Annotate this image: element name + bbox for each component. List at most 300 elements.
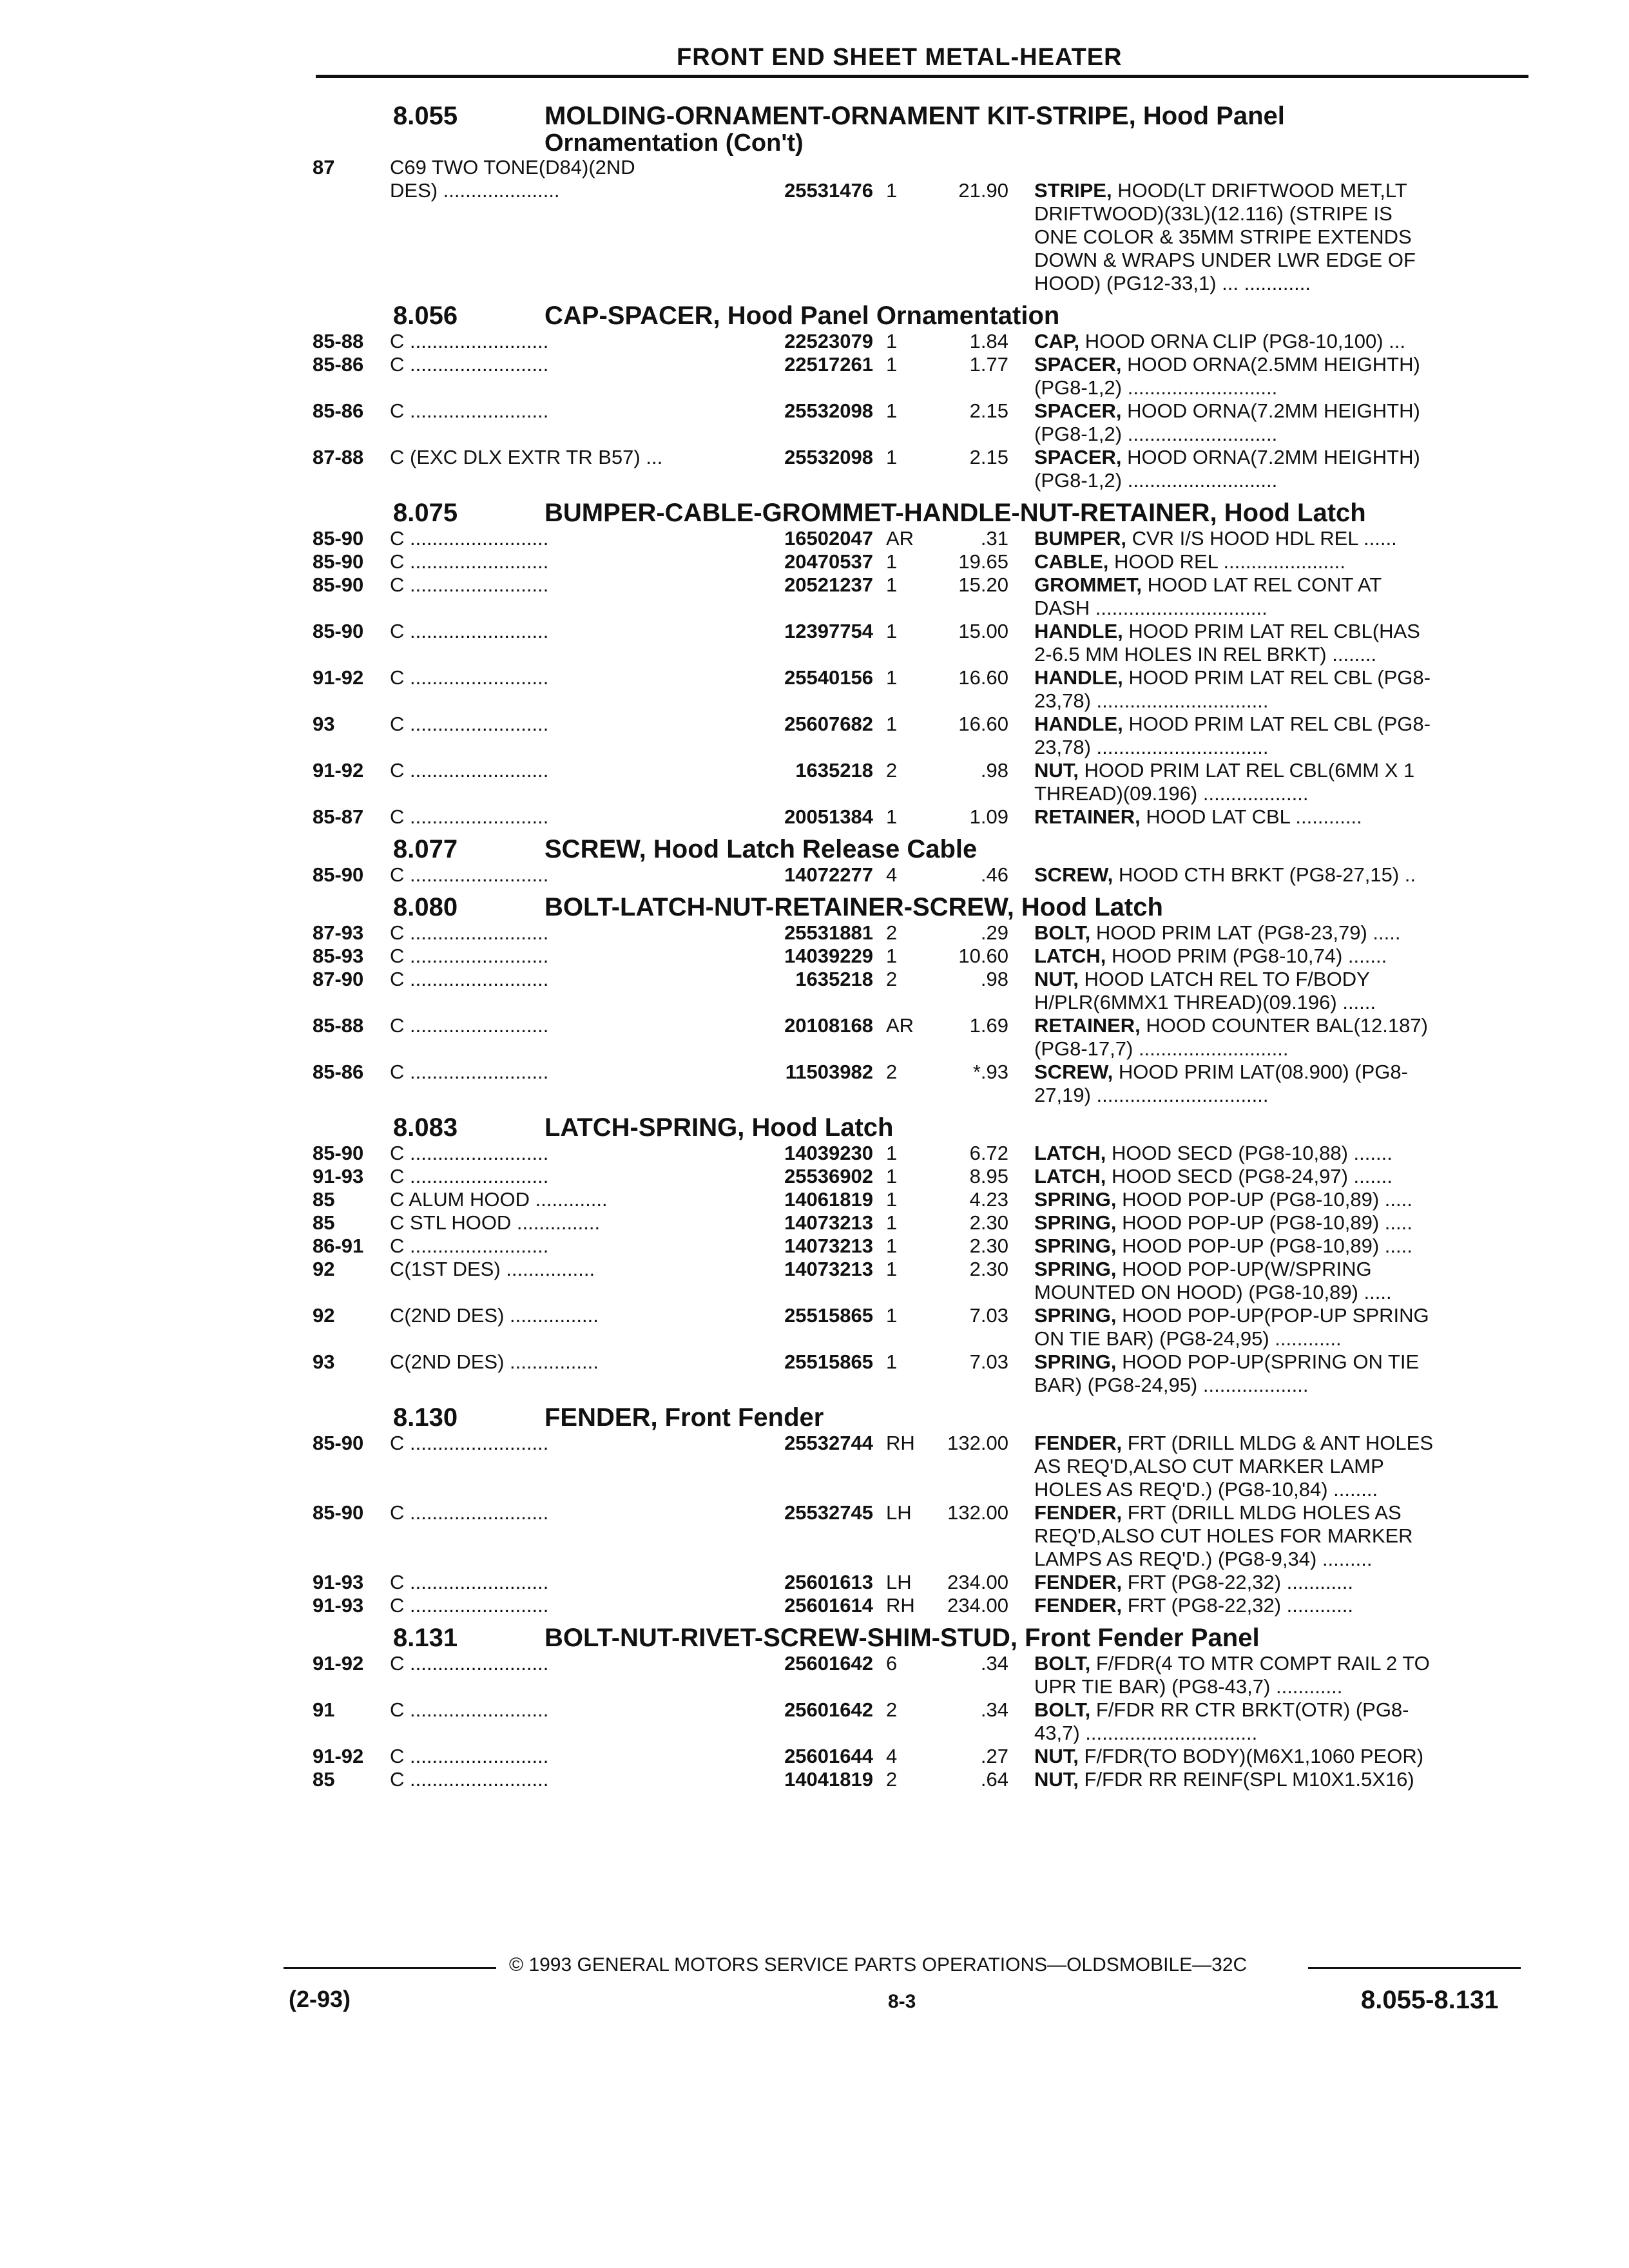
part-number: 22517261 [784, 353, 873, 376]
item-detail: HOOD PRIM LAT REL CBL (PG8- 23,78) ............................... [1034, 713, 1431, 758]
item-name: GROMMET, [1034, 573, 1142, 596]
quantity: 1 [886, 620, 898, 642]
item-description [1034, 1698, 1534, 1745]
model-years: 91-92 [313, 1745, 364, 1767]
part-row [313, 968, 1534, 1014]
part-number: 25515865 [784, 1350, 873, 1373]
model-years: 85-90 [313, 1432, 364, 1454]
part-number: 14072277 [784, 863, 873, 886]
usage-description: C ......................... [390, 968, 549, 990]
quantity: 1 [886, 1235, 898, 1257]
price: 15.20 [958, 573, 1008, 596]
quantity: LH [886, 1571, 912, 1593]
item-detail: F/FDR(4 TO MTR COMPT RAIL 2 TO UPR TIE BAR) (PG8-43,7) ............ [1034, 1652, 1430, 1698]
part-row [313, 921, 1534, 945]
usage-description: C ......................... [390, 805, 549, 828]
model-years: 85-90 [313, 1501, 364, 1524]
item-description [1034, 713, 1534, 759]
item-description [1034, 156, 1534, 179]
quantity: 1 [886, 1350, 898, 1373]
price [925, 156, 1034, 179]
item-name: NUT, [1034, 1768, 1079, 1791]
part-row [313, 1142, 1534, 1165]
quantity: RH [886, 1594, 915, 1617]
part-number: 25532745 [784, 1501, 873, 1524]
item-name: SPACER, [1034, 399, 1122, 422]
part-row [313, 759, 1534, 805]
part-row [313, 620, 1534, 666]
usage-description: C ......................... [390, 399, 549, 422]
section-heading [313, 102, 1534, 130]
part-number: 1635218 [795, 968, 873, 990]
item-name: SPRING, [1034, 1350, 1117, 1373]
price: .29 [980, 921, 1008, 944]
price: 7.03 [969, 1304, 1008, 1327]
part-number: 25601642 [784, 1652, 873, 1675]
price: 2.30 [969, 1211, 1008, 1234]
part-row [313, 713, 1534, 759]
price: 16.60 [958, 713, 1008, 735]
model-years: 91-93 [313, 1165, 364, 1187]
usage-description: C ......................... [390, 620, 549, 642]
price: 6.72 [969, 1142, 1008, 1164]
quantity: 2 [886, 1768, 898, 1791]
usage-description: C ......................... [390, 1432, 549, 1454]
model-years: 93 [313, 1350, 335, 1373]
item-description [1034, 1142, 1534, 1165]
part-row [313, 945, 1534, 968]
item-name: CAP, [1034, 330, 1080, 352]
item-name: FENDER, [1034, 1501, 1123, 1524]
price: 1.77 [969, 353, 1008, 376]
footer-page-number: 8-3 [888, 1991, 916, 2012]
item-detail: F/FDR RR CTR BRKT(OTR) (PG8- 43,7) ............................... [1034, 1698, 1409, 1744]
quantity: 1 [886, 446, 898, 468]
part-number: 25540156 [784, 666, 873, 689]
part-row [313, 666, 1534, 713]
price: 1.69 [969, 1014, 1008, 1037]
price: 8.95 [969, 1165, 1008, 1187]
item-detail: HOOD POP-UP(POP-UP SPRING ON TIE BAR) (PG8-24,95) ............ [1034, 1304, 1429, 1350]
item-name: BUMPER, [1034, 527, 1126, 550]
item-detail: FRT (DRILL MLDG & ANT HOLES AS REQ'D,ALSO CUT MARKER LAMP HOLES AS REQ'D.) (PG8-10,84) ........ [1034, 1432, 1433, 1501]
part-row [313, 1594, 1534, 1617]
usage-description: C ......................... [390, 330, 549, 352]
usage-description: C ......................... [390, 1571, 549, 1593]
quantity: 1 [886, 573, 898, 596]
section-subtitle: Ornamentation (Con't) [545, 130, 804, 157]
item-detail: FRT (PG8-22,32) ............ [1122, 1594, 1353, 1617]
part-number: 22523079 [784, 330, 873, 352]
price: 234.00 [947, 1571, 1008, 1593]
model-years: 85-90 [313, 620, 364, 642]
item-description [1034, 1501, 1534, 1571]
section-number: 8.056 [393, 302, 458, 330]
part-row [313, 446, 1534, 492]
quantity: 1 [886, 945, 898, 967]
item-description [1034, 1235, 1534, 1258]
section-heading [313, 499, 1534, 527]
part-row [313, 1014, 1534, 1061]
price: 19.65 [958, 550, 1008, 573]
price: 2.30 [969, 1258, 1008, 1280]
part-row [313, 1501, 1534, 1571]
item-description [1034, 1165, 1534, 1188]
part-number: 1635218 [795, 759, 873, 782]
quantity: 6 [886, 1652, 898, 1675]
price: .64 [980, 1768, 1008, 1791]
item-detail: HOOD ORNA(7.2MM HEIGHTH) (PG8-1,2) ........................... [1034, 446, 1420, 492]
item-detail: HOOD ORNA(7.2MM HEIGHTH) (PG8-1,2) ........................... [1034, 399, 1420, 445]
item-name: FENDER, [1034, 1594, 1123, 1617]
item-name: NUT, [1034, 968, 1079, 990]
part-number: 14073213 [784, 1211, 873, 1234]
item-name: CABLE, [1034, 550, 1109, 573]
quantity: 1 [886, 713, 898, 735]
part-row [313, 1652, 1534, 1698]
part-number: 25531476 [784, 179, 873, 202]
item-detail: HOOD POP-UP (PG8-10,89) ..... [1116, 1211, 1412, 1234]
quantity: 1 [886, 399, 898, 422]
item-detail: HOOD PRIM (PG8-10,74) ....... [1106, 945, 1387, 967]
item-name: HANDLE, [1034, 620, 1123, 642]
usage-description: C(2ND DES) ................ [390, 1304, 599, 1327]
part-row [313, 863, 1534, 887]
usage-description: C ......................... [390, 550, 549, 573]
model-years: 87-88 [313, 446, 364, 468]
price: 21.90 [958, 179, 1008, 202]
item-name: SPRING, [1034, 1258, 1117, 1280]
model-years: 87-90 [313, 968, 364, 990]
item-name: SPRING, [1034, 1235, 1117, 1257]
part-row [313, 1258, 1534, 1304]
item-name: NUT, [1034, 759, 1079, 782]
part-row [313, 1768, 1534, 1791]
model-years: 91-92 [313, 759, 364, 782]
item-description [1034, 1594, 1534, 1617]
header-rule [316, 75, 1528, 78]
part-number: 25532744 [784, 1432, 873, 1454]
model-years: 85 [313, 1768, 335, 1791]
part-row [313, 179, 1534, 295]
item-detail: HOOD POP-UP (PG8-10,89) ..... [1116, 1235, 1412, 1257]
item-detail: HOOD CTH BRKT (PG8-27,15) .. [1113, 863, 1416, 886]
footer-date: (2-93) [289, 1986, 351, 2012]
price: .34 [980, 1652, 1008, 1675]
item-detail: HOOD PRIM LAT REL CBL(6MM X 1 THREAD)(09.196) ................... [1034, 759, 1415, 805]
item-description [1034, 353, 1534, 399]
model-years: 85-90 [313, 1142, 364, 1164]
part-row [313, 1211, 1534, 1235]
quantity: 1 [886, 1165, 898, 1187]
part-row [313, 573, 1534, 620]
item-description [1034, 1745, 1534, 1768]
item-description [1034, 805, 1534, 829]
usage-description: C ......................... [390, 921, 549, 944]
item-description [1034, 863, 1534, 887]
quantity: 4 [886, 863, 898, 886]
price: 1.84 [969, 330, 1008, 352]
footer-rule-right [1308, 1967, 1521, 1969]
part-row [313, 1745, 1534, 1768]
price: .98 [980, 759, 1008, 782]
item-name: BOLT, [1034, 1652, 1091, 1675]
footer-section-range: 8.055-8.131 [1361, 1986, 1499, 2014]
item-description [1034, 945, 1534, 968]
item-detail: CVR I/S HOOD HDL REL ...... [1126, 527, 1397, 550]
part-number: 16502047 [784, 527, 873, 550]
usage-description: C ......................... [390, 759, 549, 782]
item-detail: HOOD PRIM LAT REL CBL (PG8- 23,78) ............................... [1034, 666, 1431, 712]
item-description [1034, 968, 1534, 1014]
part-row [313, 353, 1534, 399]
price: 2.15 [969, 399, 1008, 422]
item-description [1034, 179, 1534, 295]
item-description [1034, 1258, 1534, 1304]
model-years: 86-91 [313, 1235, 364, 1257]
price: *.93 [972, 1061, 1008, 1083]
item-detail: HOOD(LT DRIFTWOOD MET,LT DRIFTWOOD)(33L)(12.116) (STRIPE IS ONE COLOR & 35MM STRIPE EXTENDS DOWN & WRAPS UNDER LWR EDGE OF HOOD) (PG12-33,1) ... ............ [1034, 179, 1416, 294]
item-name: RETAINER, [1034, 805, 1141, 828]
item-description [1034, 921, 1534, 945]
part-number: 20470537 [784, 550, 873, 573]
quantity: 2 [886, 1061, 898, 1083]
item-name: SPACER, [1034, 353, 1122, 376]
price: 15.00 [958, 620, 1008, 642]
quantity: 2 [886, 759, 898, 782]
part-number: 25531881 [784, 921, 873, 944]
footer-copyright: © 1993 GENERAL MOTORS SERVICE PARTS OPERATIONS—OLDSMOBILE—32C [509, 1954, 1248, 1975]
price: .34 [980, 1698, 1008, 1721]
item-detail: HOOD PRIM LAT (PG8-23,79) ..... [1090, 921, 1401, 944]
part-row [313, 1188, 1534, 1211]
model-years: 91-92 [313, 1652, 364, 1675]
item-detail: HOOD ORNA(2.5MM HEIGHTH) (PG8-1,2) ........................... [1034, 353, 1420, 399]
model-years: 91-93 [313, 1571, 364, 1593]
item-description [1034, 1350, 1534, 1397]
part-number: 14073213 [784, 1235, 873, 1257]
quantity: 1 [886, 179, 898, 202]
section-number: 8.083 [393, 1113, 458, 1142]
model-years: 93 [313, 713, 335, 735]
item-detail: HOOD SECD (PG8-10,88) ....... [1106, 1142, 1393, 1164]
item-name: HANDLE, [1034, 666, 1123, 689]
part-number: 25601614 [784, 1594, 873, 1617]
part-row [313, 399, 1534, 446]
part-row [313, 1165, 1534, 1188]
item-description [1034, 527, 1534, 550]
price: 2.30 [969, 1235, 1008, 1257]
model-years: 92 [313, 1304, 335, 1327]
item-description [1034, 573, 1534, 620]
section-heading [313, 1403, 1534, 1432]
usage-description: C ......................... [390, 945, 549, 967]
part-number: 25515865 [784, 1304, 873, 1327]
part-row [313, 805, 1534, 829]
quantity: 1 [886, 353, 898, 376]
item-detail: F/FDR(TO BODY)(M6X1,1060 PEOR) [1078, 1745, 1424, 1767]
item-name: SPRING, [1034, 1211, 1117, 1234]
usage-description: C (EXC DLX EXTR TR B57) ... [390, 446, 663, 468]
usage-description: C ......................... [390, 573, 549, 596]
item-description [1034, 1014, 1534, 1061]
model-years: 85-90 [313, 573, 364, 596]
item-name: RETAINER, [1034, 1014, 1141, 1037]
page-title: FRONT END SHEET METAL-HEATER [677, 44, 1123, 71]
item-detail: HOOD PRIM LAT(08.900) (PG8- 27,19) ............................... [1034, 1061, 1408, 1106]
usage-description: C ......................... [390, 527, 549, 550]
quantity: AR [886, 527, 914, 550]
price: .31 [980, 527, 1008, 550]
section-number: 8.077 [393, 835, 458, 863]
section-title: BOLT-LATCH-NUT-RETAINER-SCREW, Hood Latch [545, 893, 1163, 921]
item-description [1034, 399, 1534, 446]
item-detail: FRT (DRILL MLDG HOLES AS REQ'D,ALSO CUT HOLES FOR MARKER LAMPS AS REQ'D.) (PG8-9,34) ......... [1034, 1501, 1413, 1570]
item-name: LATCH, [1034, 1142, 1106, 1164]
usage-description: C ......................... [390, 863, 549, 886]
section-title: MOLDING-ORNAMENT-ORNAMENT KIT-STRIPE, Hood Panel [545, 102, 1285, 130]
item-description [1034, 1211, 1534, 1235]
section-heading [313, 835, 1534, 863]
item-name: SCREW, [1034, 1061, 1113, 1083]
quantity: 1 [886, 330, 898, 352]
item-detail: FRT (PG8-22,32) ............ [1122, 1571, 1353, 1593]
model-years: 87-93 [313, 921, 364, 944]
model-years: 92 [313, 1258, 335, 1280]
item-detail: HOOD POP-UP (PG8-10,89) ..... [1116, 1188, 1412, 1211]
item-name: SPRING, [1034, 1304, 1117, 1327]
model-years: 85 [313, 1188, 335, 1211]
item-detail: HOOD POP-UP(SPRING ON TIE BAR) (PG8-24,95) ................... [1034, 1350, 1420, 1396]
section-title: BOLT-NUT-RIVET-SCREW-SHIM-STUD, Front Fender Panel [545, 1624, 1260, 1652]
section-title: SCREW, Hood Latch Release Cable [545, 835, 978, 863]
item-name: FENDER, [1034, 1571, 1123, 1593]
quantity: 2 [886, 921, 898, 944]
quantity: LH [886, 1501, 912, 1524]
part-row [313, 1235, 1534, 1258]
item-detail: F/FDR RR REINF(SPL M10X1.5X16) [1078, 1768, 1414, 1791]
usage-description: C69 TWO TONE(D84)(2ND [390, 156, 635, 178]
section-title: CAP-SPACER, Hood Panel Ornamentation [545, 302, 1060, 330]
item-name: LATCH, [1034, 945, 1106, 967]
part-number: 25607682 [784, 713, 873, 735]
part-number: 25532098 [784, 399, 873, 422]
quantity: 1 [886, 1188, 898, 1211]
usage-description: C ......................... [390, 1165, 549, 1187]
part-number: 14039230 [784, 1142, 873, 1164]
usage-description: C ALUM HOOD ............. [390, 1188, 608, 1211]
part-number: 20521237 [784, 573, 873, 596]
item-detail: HOOD LAT CBL ............ [1140, 805, 1362, 828]
item-detail: HOOD SECD (PG8-24,97) ....... [1106, 1165, 1393, 1187]
quantity: 1 [886, 666, 898, 689]
footer-rule-left [284, 1967, 496, 1969]
price: 132.00 [947, 1432, 1008, 1454]
part-row [313, 1698, 1534, 1745]
item-description [1034, 1304, 1534, 1350]
model-years: 85-88 [313, 330, 364, 352]
section-number: 8.055 [393, 102, 458, 130]
item-description [1034, 1571, 1534, 1594]
item-description [1034, 446, 1534, 492]
part-row [313, 1350, 1534, 1397]
quantity: 2 [886, 968, 898, 990]
quantity: 1 [886, 1142, 898, 1164]
item-name: BOLT, [1034, 921, 1091, 944]
section-title: LATCH-SPRING, Hood Latch [545, 1113, 894, 1142]
price: 2.15 [969, 446, 1008, 468]
item-description [1034, 1061, 1534, 1107]
part-row [313, 330, 1534, 353]
model-years: 85 [313, 1211, 335, 1234]
price: 1.09 [969, 805, 1008, 828]
section-heading [313, 1113, 1534, 1142]
model-years: 85-86 [313, 1061, 364, 1083]
section-heading [313, 302, 1534, 330]
usage-description: DES) ..................... [390, 179, 560, 202]
model-years: 85-86 [313, 353, 364, 376]
part-number: 12397754 [784, 620, 873, 642]
item-name: NUT, [1034, 1745, 1079, 1767]
part-row [313, 1304, 1534, 1350]
item-description [1034, 330, 1534, 353]
model-years: 87 [313, 156, 335, 178]
part-row [313, 156, 1534, 179]
part-row [313, 1432, 1534, 1501]
model-years: 85-90 [313, 550, 364, 573]
usage-description: C(2ND DES) ................ [390, 1350, 599, 1373]
model-years: 85-87 [313, 805, 364, 828]
part-number [751, 156, 880, 179]
quantity: 2 [886, 1698, 898, 1721]
usage-description: C ......................... [390, 1501, 549, 1524]
quantity [880, 156, 925, 179]
section-number: 8.130 [393, 1403, 458, 1432]
part-number: 20108168 [784, 1014, 873, 1037]
usage-description: C STL HOOD ............... [390, 1211, 601, 1234]
item-name: HANDLE, [1034, 713, 1123, 735]
quantity: 4 [886, 1745, 898, 1767]
section-number: 8.131 [393, 1624, 458, 1652]
item-detail: HOOD REL ...................... [1108, 550, 1345, 573]
price: 4.23 [969, 1188, 1008, 1211]
item-detail: HOOD COUNTER BAL(12.187) (PG8-17,7) ........................... [1034, 1014, 1428, 1060]
section-title: BUMPER-CABLE-GROMMET-HANDLE-NUT-RETAINER, Hood Latch [545, 499, 1366, 527]
price: 16.60 [958, 666, 1008, 689]
part-row [313, 1571, 1534, 1594]
item-detail: HOOD LAT REL CONT AT DASH ............................... [1034, 573, 1382, 619]
usage-description: C ......................... [390, 1061, 549, 1083]
quantity: AR [886, 1014, 914, 1037]
quantity: 1 [886, 550, 898, 573]
price: 10.60 [958, 945, 1008, 967]
usage-description: C ......................... [390, 1235, 549, 1257]
item-detail: HOOD PRIM LAT REL CBL(HAS 2-6.5 MM HOLES IN REL BRKT) ........ [1034, 620, 1420, 666]
usage-description: C ......................... [390, 1698, 549, 1721]
part-number: 25601644 [784, 1745, 873, 1767]
part-number: 11503982 [785, 1061, 873, 1083]
part-number: 14073213 [784, 1258, 873, 1280]
part-row [313, 527, 1534, 550]
item-description [1034, 666, 1534, 713]
section-heading [313, 1624, 1534, 1652]
model-years [313, 179, 390, 295]
usage-description: C ......................... [390, 1014, 549, 1037]
quantity: 1 [886, 1258, 898, 1280]
part-number: 25601642 [784, 1698, 873, 1721]
section-number: 8.075 [393, 499, 458, 527]
item-name: FENDER, [1034, 1432, 1123, 1454]
